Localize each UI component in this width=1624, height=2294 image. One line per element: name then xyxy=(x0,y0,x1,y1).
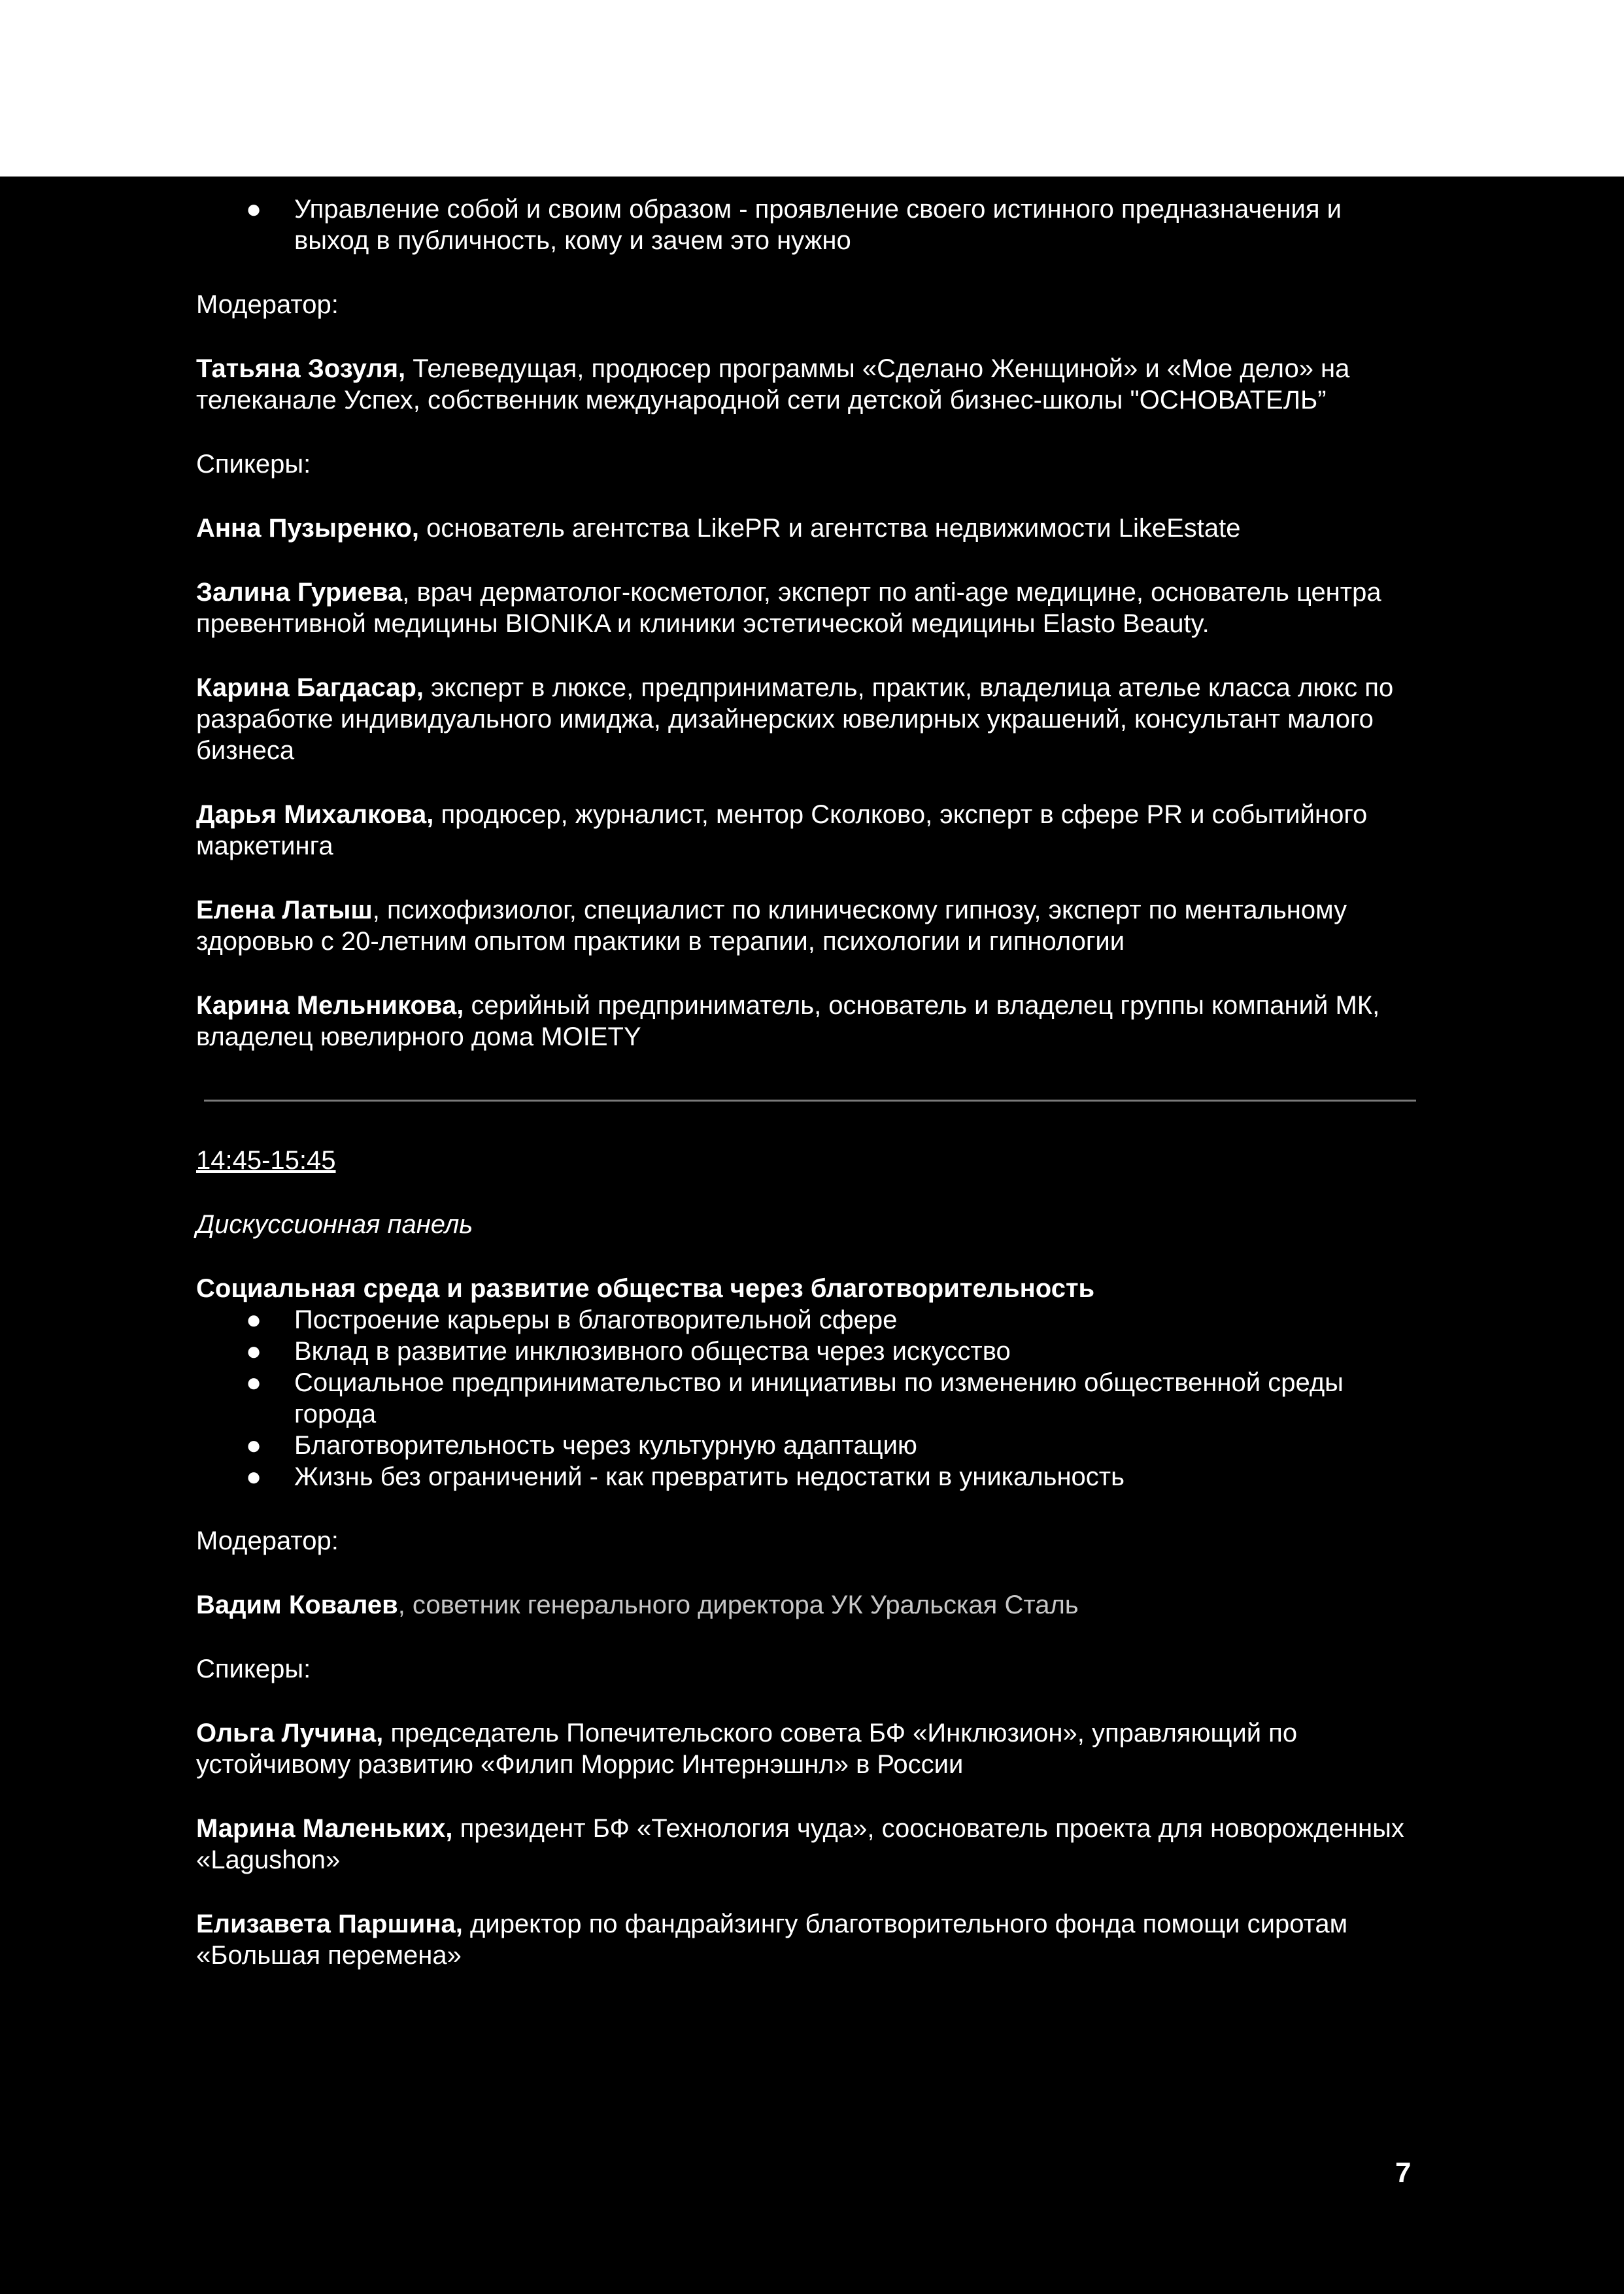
speaker-entry xyxy=(196,799,1419,862)
bullet-icon: ● xyxy=(246,1368,262,1397)
moderator-entry xyxy=(196,353,1419,416)
person-description: продюсер, журналист, ментор Сколково, эксперт в сфере PR и событийного маркетинга xyxy=(196,800,1368,860)
speaker-entry xyxy=(196,672,1419,766)
person-description: основатель агентства LikePR и агентства недвижимости LikeEstate xyxy=(418,514,1241,543)
person-name: Ольга Лучина, xyxy=(196,1719,384,1747)
person-description: Телеведущая, продюсер программы «Сделано Женщиной» и «Мое дело» на телеканале Успех, собственник международной сети детской бизнес-школы "ОСНОВАТЕЛЬ” xyxy=(196,354,1350,414)
speaker-entry xyxy=(196,577,1419,639)
speaker-entry xyxy=(196,894,1419,957)
topic-list xyxy=(196,1304,1419,1493)
list-item: ● Жизнь без ограничений - как превратить недостатки в уникальность xyxy=(246,1462,1125,1491)
session-time: 14:45-15:45 xyxy=(196,1146,336,1175)
list-item: ● Вклад в развитие инклюзивного общества через искусство xyxy=(246,1337,1011,1366)
list-item: ● Управление собой и своим образом - проявление своего истинного предназначения и выход в публичность, кому и зачем это нужно xyxy=(246,195,1342,255)
bullet-icon: ● xyxy=(246,1431,262,1460)
person-name: Дарья Михалкова, xyxy=(196,800,434,829)
person-name: Марина Маленьких, xyxy=(196,1814,453,1843)
speaker-entry xyxy=(196,513,1419,544)
bullet-icon: ● xyxy=(246,1306,262,1334)
section-divider xyxy=(204,1100,1416,1102)
moderator-label: Модератор: xyxy=(196,1527,339,1555)
person-description: , психофизиолог, специалист по клиническому гипнозу, эксперт по ментальному здоровью с 20-летним опытом практики в терапии, психологии и гипнологии xyxy=(196,896,1347,956)
person-description: председатель Попечительского совета БФ «Инклюзион», управляющий по устойчивому развитию «Филип Моррис Интернэшнл» в России xyxy=(196,1719,1298,1779)
person-name: Вадим Ковалев xyxy=(196,1591,398,1619)
speaker-entry xyxy=(196,1813,1419,1876)
speakers-label: Спикеры: xyxy=(196,1655,311,1683)
list-item: ● Благотворительность через культурную адаптацию xyxy=(246,1431,917,1460)
moderator-entry xyxy=(196,1589,1419,1621)
topic-list xyxy=(196,194,1419,256)
person-name: Елизавета Паршина, xyxy=(196,1910,463,1938)
person-name: Залина Гуриева xyxy=(196,578,403,607)
list-item: ● Построение карьеры в благотворительной сфере xyxy=(246,1306,898,1334)
page-header-band xyxy=(0,0,1624,177)
session-format: Дискуссионная панель xyxy=(196,1210,473,1239)
person-name: Татьяна Зозуля, xyxy=(196,354,406,383)
moderator-label: Модератор: xyxy=(196,290,339,319)
person-description: эксперт в люксе, предприниматель, практик, владелица ателье класса люкс по разработке индивидуального имиджа, дизайнерских ювелирных украшений, консультант малого бизнеса xyxy=(196,673,1394,765)
person-name: Карина Багдасар, xyxy=(196,673,424,702)
person-description: , советник генерального директора УК Уральская Сталь xyxy=(398,1591,1079,1619)
person-name: Карина Мельникова, xyxy=(196,991,464,1020)
person-description: , врач дерматолог-косметолог, эксперт по anti-age медицине, основатель центра превентивной медицины BIONIKA и клиники эстетической медицины Elasto Beauty. xyxy=(196,578,1381,638)
person-description: президент БФ «Технология чуда», сооснователь проекта для новорожденных «Lagushon» xyxy=(196,1814,1404,1874)
bullet-icon: ● xyxy=(246,1337,262,1366)
person-name: Анна Пузыренко, xyxy=(196,514,419,543)
page-content xyxy=(196,194,1419,1971)
person-description: серийный предприниматель, основатель и владелец группы компаний МК, владелец ювелирного дома MOIETY xyxy=(196,991,1380,1051)
bullet-icon: ● xyxy=(246,195,262,224)
speaker-entry xyxy=(196,1717,1419,1780)
speakers-label: Спикеры: xyxy=(196,450,311,479)
person-description: директор по фандрайзингу благотворительного фонда помощи сиротам «Большая перемена» xyxy=(196,1910,1348,1970)
list-item: ● Социальное предпринимательство и инициативы по изменению общественной среды города xyxy=(246,1368,1344,1428)
session-title: Социальная среда и развитие общества через благотворительность xyxy=(196,1274,1095,1303)
person-name: Елена Латыш xyxy=(196,896,373,924)
speaker-entry xyxy=(196,990,1419,1053)
page-number: 7 xyxy=(1395,2157,1412,2189)
speaker-entry xyxy=(196,1908,1419,1971)
bullet-icon: ● xyxy=(246,1462,262,1491)
